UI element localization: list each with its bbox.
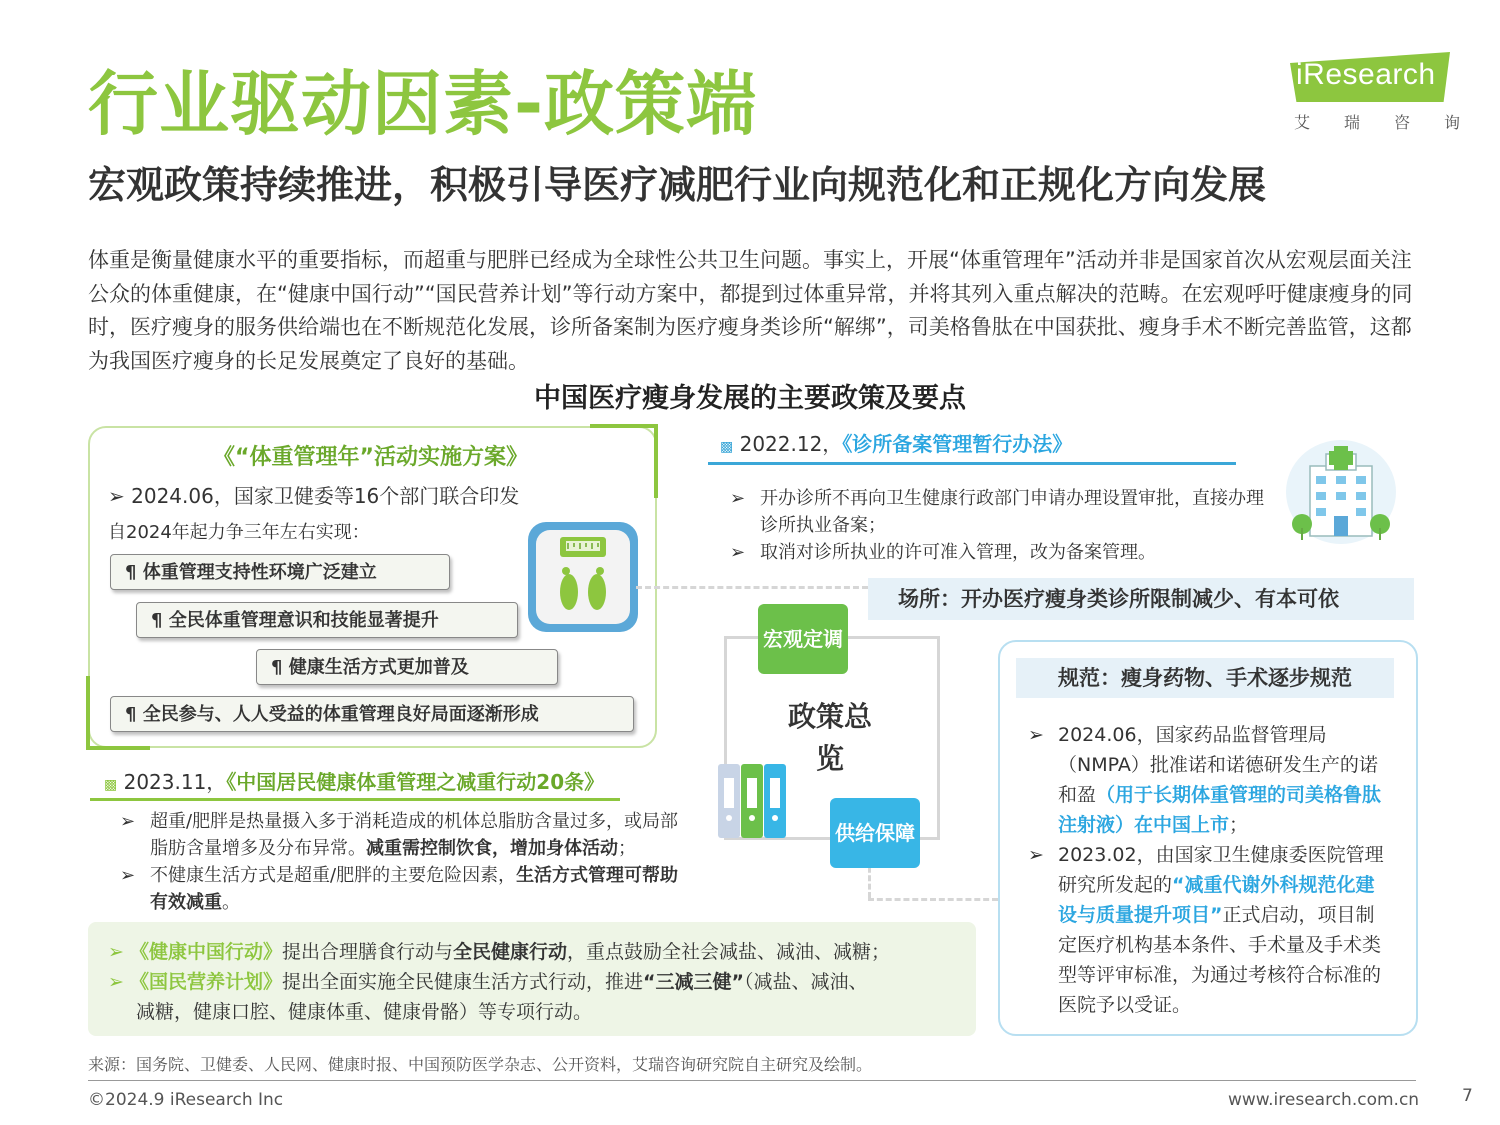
policy-2023-header: ▩ 2023.11，《中国居民健康体重管理之减重行动20条》 (104, 770, 605, 794)
list-item: ➢ 不健康生活方式是超重/肥胖的主要危险因素，生活方式管理可帮助有效减重。 (120, 865, 679, 913)
page-number: 7 (1462, 1086, 1473, 1106)
list-item: ➢ 2023.02，由国家卫生健康委医院管理研究所发起的“减重代谢外科规范化建设与质量提升项目”正式启动，项目制定医疗机构基本条件、手术量及手术类型等评审标准，为通过考核符合标准的医院予以受证。 (1028, 844, 1384, 1016)
section-divider (708, 462, 1236, 465)
connector-line (636, 586, 868, 589)
iresearch-logo (1288, 48, 1458, 138)
list-item: ➢ 取消对诊所执业的许可准入管理，改为备案管理。 (730, 542, 1156, 563)
supply-tag: 供给保障 (830, 798, 920, 868)
page-subtitle: 宏观政策持续推进，积极引导医疗减肥行业向规范化和正规化方向发展 (88, 163, 1267, 207)
place-banner: 场所：开办医疗瘦身类诊所限制减少、有本可依 (868, 578, 1414, 620)
website-link[interactable]: www.iresearch.com.cn (1228, 1090, 1420, 1110)
source-note: 来源：国务院、卫健委、人民网、健康时报、中国预防医学杂志、公开资料，艾瑞咨询研究院自主研究及绘制。 (88, 1055, 873, 1074)
list-item: ➢ 开办诊所不再向卫生健康行政部门申请办理设置审批，直接办理诊所执业备案； (730, 488, 1264, 536)
regulation-title: 规范：瘦身药物、手术逐步规范 (1016, 658, 1394, 698)
weight-management-year-goal-intro: 自2024年起力争三年左右实现： (108, 522, 370, 543)
policy-2023-law: 《中国居民健康体重管理之减重行动20条》 (226, 770, 605, 794)
logo-cn-char: 瑞 (1343, 113, 1360, 132)
list-item: ➢ 《健康中国行动》提出合理膳食行动与全民健康行动，重点鼓励全社会减盐、减油、减糖； (108, 941, 891, 963)
goal-pill: ¶ 全民体重管理意识和技能显著提升 (136, 602, 518, 638)
goal-pill: ¶ 全民参与、人人受益的体重管理良好局面逐渐形成 (110, 696, 634, 732)
section-divider (90, 798, 620, 801)
weight-management-year-issue: ➢ 2024.06，国家卫健委等16个部门联合印发 (108, 484, 520, 508)
logo-cn-char: 咨 (1393, 113, 1410, 132)
list-item-continuation: 减糖，健康口腔、健康体重、健康骨骼）等专项行动。 (136, 1001, 593, 1023)
list-item: ➢ 《国民营养计划》提出全面实施全民健康生活方式行动，推进“三减三健”（减盐、减油、 (108, 971, 868, 993)
logo-text: iResearch (1296, 58, 1436, 91)
hospital-icon (1282, 436, 1400, 548)
national-programs-text (108, 937, 890, 1027)
page-title: 行业驱动因素-政策端 (88, 63, 758, 145)
grid-icon: ▩ (104, 777, 118, 793)
logo-cn-char: 艾 (1294, 113, 1311, 132)
copyright: ©2024.9 iResearch Inc (88, 1090, 284, 1110)
list-item: ➢ 超重/肥胖是热量摄入多于消耗造成的机体总脂肪含量过多，或局部脂肪含量增多及分布异常。减重需控制饮食，增加身体活动； (120, 811, 679, 859)
policy-overview-title: 政策总览 (787, 700, 872, 775)
goal-pill: ¶ 体重管理支持性环境广泛建立 (110, 554, 450, 590)
list-item: ➢ 2024.06，国家药品监督管理局（NMPA）批准诺和诺德研发生产的诺和盈（用于长期体重管理的司美格鲁肽注射液）在中国上市； (1028, 724, 1382, 836)
chart-title: 中国医疗瘦身发展的主要政策及要点 (534, 383, 966, 414)
intro-paragraph: 体重是衡量健康水平的重要指标，而超重与肥胖已经成为全球性公共卫生问题。事实上，开展“体重管理年”活动并非是国家首次从宏观层面关注公众的体重健康，在“健康中国行动”“国民营养计划”等行动方案中，都提到过体重异常，并将其列入重点解决的范畴。在宏观呼吁健康瘦身的同时，医疗瘦身的服务供给端也在不断规范化发展，诊所备案制为医疗瘦身类诊所“解绑”，司美格鲁肽在中国获批、瘦身手术不断完善监管，这都为我国医疗瘦身的长足发展奠定了良好的基础。 (88, 248, 1413, 373)
macro-tag: 宏观定调 (758, 604, 848, 674)
policy-2022-bullets (730, 485, 1270, 566)
bathroom-scale-icon (528, 522, 638, 632)
connector-line (868, 898, 998, 901)
logo-cn-char: 询 (1443, 113, 1460, 132)
policy-2022-law: 《诊所备案管理暂行办法》 (842, 432, 1073, 456)
logo-cn (1294, 110, 1460, 133)
goal-pill: ¶ 健康生活方式更加普及 (256, 649, 558, 685)
regulation-bullets (1028, 720, 1388, 1020)
policy-2023-bullets (120, 808, 690, 916)
binders-icon (716, 762, 790, 840)
policy-2022-header: ▩ 2022.12，《诊所备案管理暂行办法》 (720, 432, 1073, 456)
footer-divider (88, 1080, 1416, 1081)
grid-icon: ▩ (720, 439, 734, 455)
weight-management-year-title: 《“体重管理年”活动实施方案》 (213, 445, 528, 470)
